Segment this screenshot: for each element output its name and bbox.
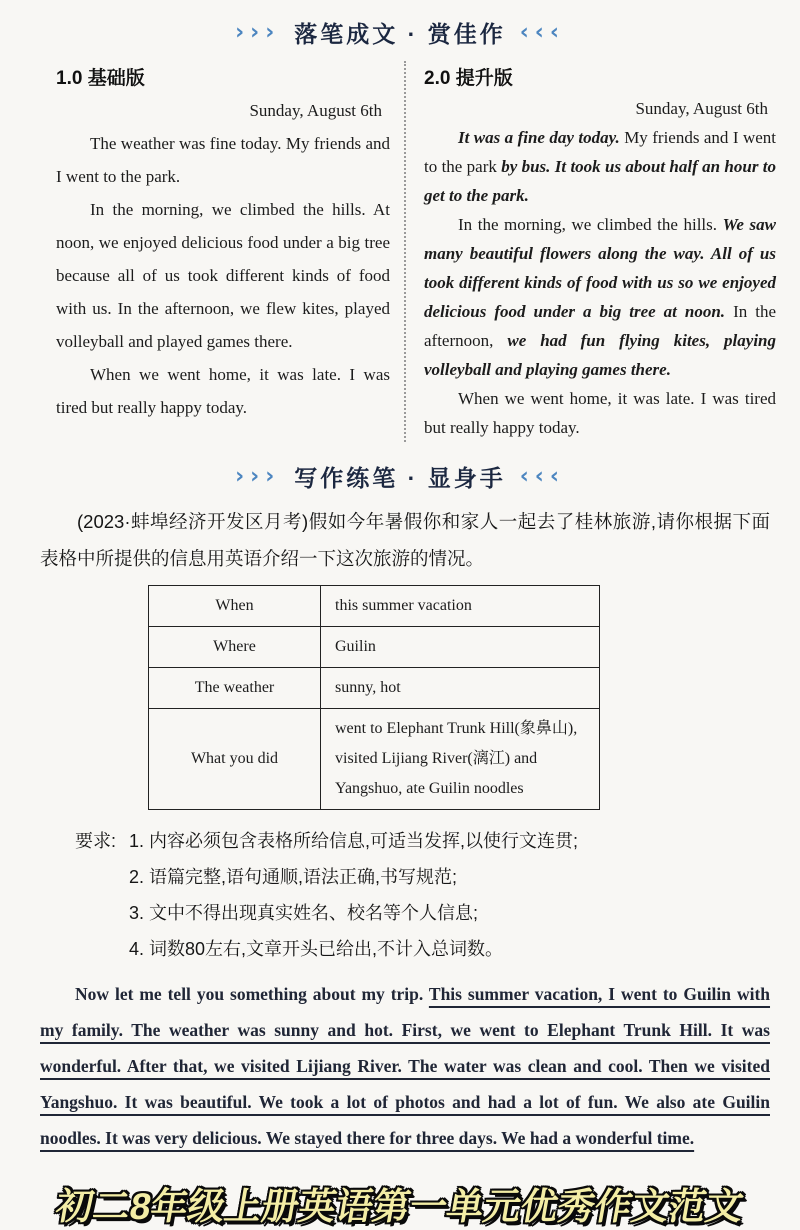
essay-advanced-date: Sunday, August 6th [635, 99, 768, 118]
table-value-when: this summer vacation [321, 586, 600, 627]
essay-basic-body [56, 94, 390, 424]
requirement-text: 4. 词数80左右,文章开头已给出,不计入总词数。 [129, 939, 504, 959]
table-label-what-you-did: What you did [149, 709, 321, 810]
essay-basic-para1: The weather was fine today. My friends and I went to the park. [56, 134, 390, 186]
essay-basic-para2: In the morning, we climbed the hills. At noon, we enjoyed delicious food under a big tree because all of us took different kinds of food with us. In the afternoon, we flew kites, played volleyball and played games there. [56, 200, 390, 351]
table-row [149, 627, 600, 668]
table-label-when: When [149, 586, 321, 627]
plain-segment: In the morning, we climbed the hills. [458, 215, 723, 234]
triple-arrow-right-icon: ››› [235, 464, 281, 489]
table-value-weather: sunny, hot [321, 668, 600, 709]
answer-lead: Now let me tell you something about my trip. [75, 984, 429, 1004]
requirement-item [75, 896, 770, 930]
answer-underlined: This summer vacation, I went to Guilin with my family. The weather was sunny and hot. First, we went to Elephant Trunk Hill. It was wonderful. After that, we visited Lijiang River. The water was clean and cool. Then we visited Yangshuo. It was beautiful. We took a lot of photos and had a lot of fun. We also ate Guilin noodles. It was very delicious. We stayed there for three days. We had a wonderful time. [40, 984, 771, 1148]
essay-advanced-column [404, 61, 776, 442]
model-answer [40, 976, 770, 1156]
essay-advanced-para2 [424, 210, 776, 384]
triple-arrow-left-icon: ‹‹‹ [519, 464, 565, 489]
table-label-where: Where [149, 627, 321, 668]
highlight-segment: by bus. It took us about half an hour to get to the park. [424, 157, 776, 205]
requirement-text: 1. 内容必须包含表格所给信息,可适当发挥,以使行文连贯; [129, 831, 579, 851]
requirements-list [75, 824, 770, 966]
triple-arrow-right-icon: ››› [235, 20, 281, 45]
essay-basic-title: 1.0 基础版 [56, 68, 145, 89]
requirement-text: 2. 语篇完整,语句通顺,语法正确,书写规范; [129, 867, 458, 887]
section2-header [0, 442, 800, 493]
essay-advanced-para1 [424, 123, 776, 210]
section1-header [0, 0, 800, 49]
requirement-item [75, 860, 770, 894]
essay-basic-column [56, 61, 404, 442]
info-table [148, 585, 600, 810]
essay-basic-date: Sunday, August 6th [249, 101, 382, 120]
table-row [149, 709, 600, 810]
highlight-segment: We saw many beautiful flowers along the way. All of us took different kinds of food with us so we enjoyed delicious food under a big tree at noon. [424, 215, 776, 321]
requirement-text: 3. 文中不得出现真实姓名、校名等个人信息; [129, 903, 479, 923]
section2-title: 写作练笔 · 显身手 [294, 465, 506, 491]
table-value-what-you-did: went to Elephant Trunk Hill(象鼻山), visited Lijiang River(漓江) and Yangshuo, ate Guilin noodles [321, 709, 600, 810]
section1-title: 落笔成文 · 赏佳作 [294, 21, 506, 47]
essay-columns [56, 61, 784, 442]
table-row [149, 668, 600, 709]
essay-advanced-body [424, 94, 776, 442]
table-label-weather: The weather [149, 668, 321, 709]
plain-segment: My friends and I went to the park [424, 128, 776, 176]
highlight-segment: It was a fine day today. [458, 128, 620, 147]
requirement-item [75, 824, 770, 858]
banner-title: 初二8年级上册英语第一单元优秀作文范文 [52, 1186, 747, 1227]
requirement-item [75, 932, 770, 966]
essay-advanced-para3: When we went home, it was late. I was tired but really happy today. [424, 389, 776, 437]
table-value-where: Guilin [321, 627, 600, 668]
table-row [149, 586, 600, 627]
plain-segment: In the afternoon, [424, 302, 776, 350]
highlight-segment: we had fun flying kites, playing volleyball and playing games there. [424, 331, 776, 379]
essay-advanced-title: 2.0 提升版 [424, 68, 513, 89]
triple-arrow-left-icon: ‹‹‹ [519, 20, 565, 45]
requirements-label: 要求: [75, 831, 117, 851]
essay-basic-para3: When we went home, it was late. I was tired but really happy today. [56, 365, 390, 417]
bottom-banner [0, 1176, 800, 1230]
exercise-prompt: (2023·蚌埠经济开发区月考)假如今年暑假你和家人一起去了桂林旅游,请你根据下面表格中所提供的信息用英语介绍一下这次旅游的情况。 [40, 511, 770, 569]
